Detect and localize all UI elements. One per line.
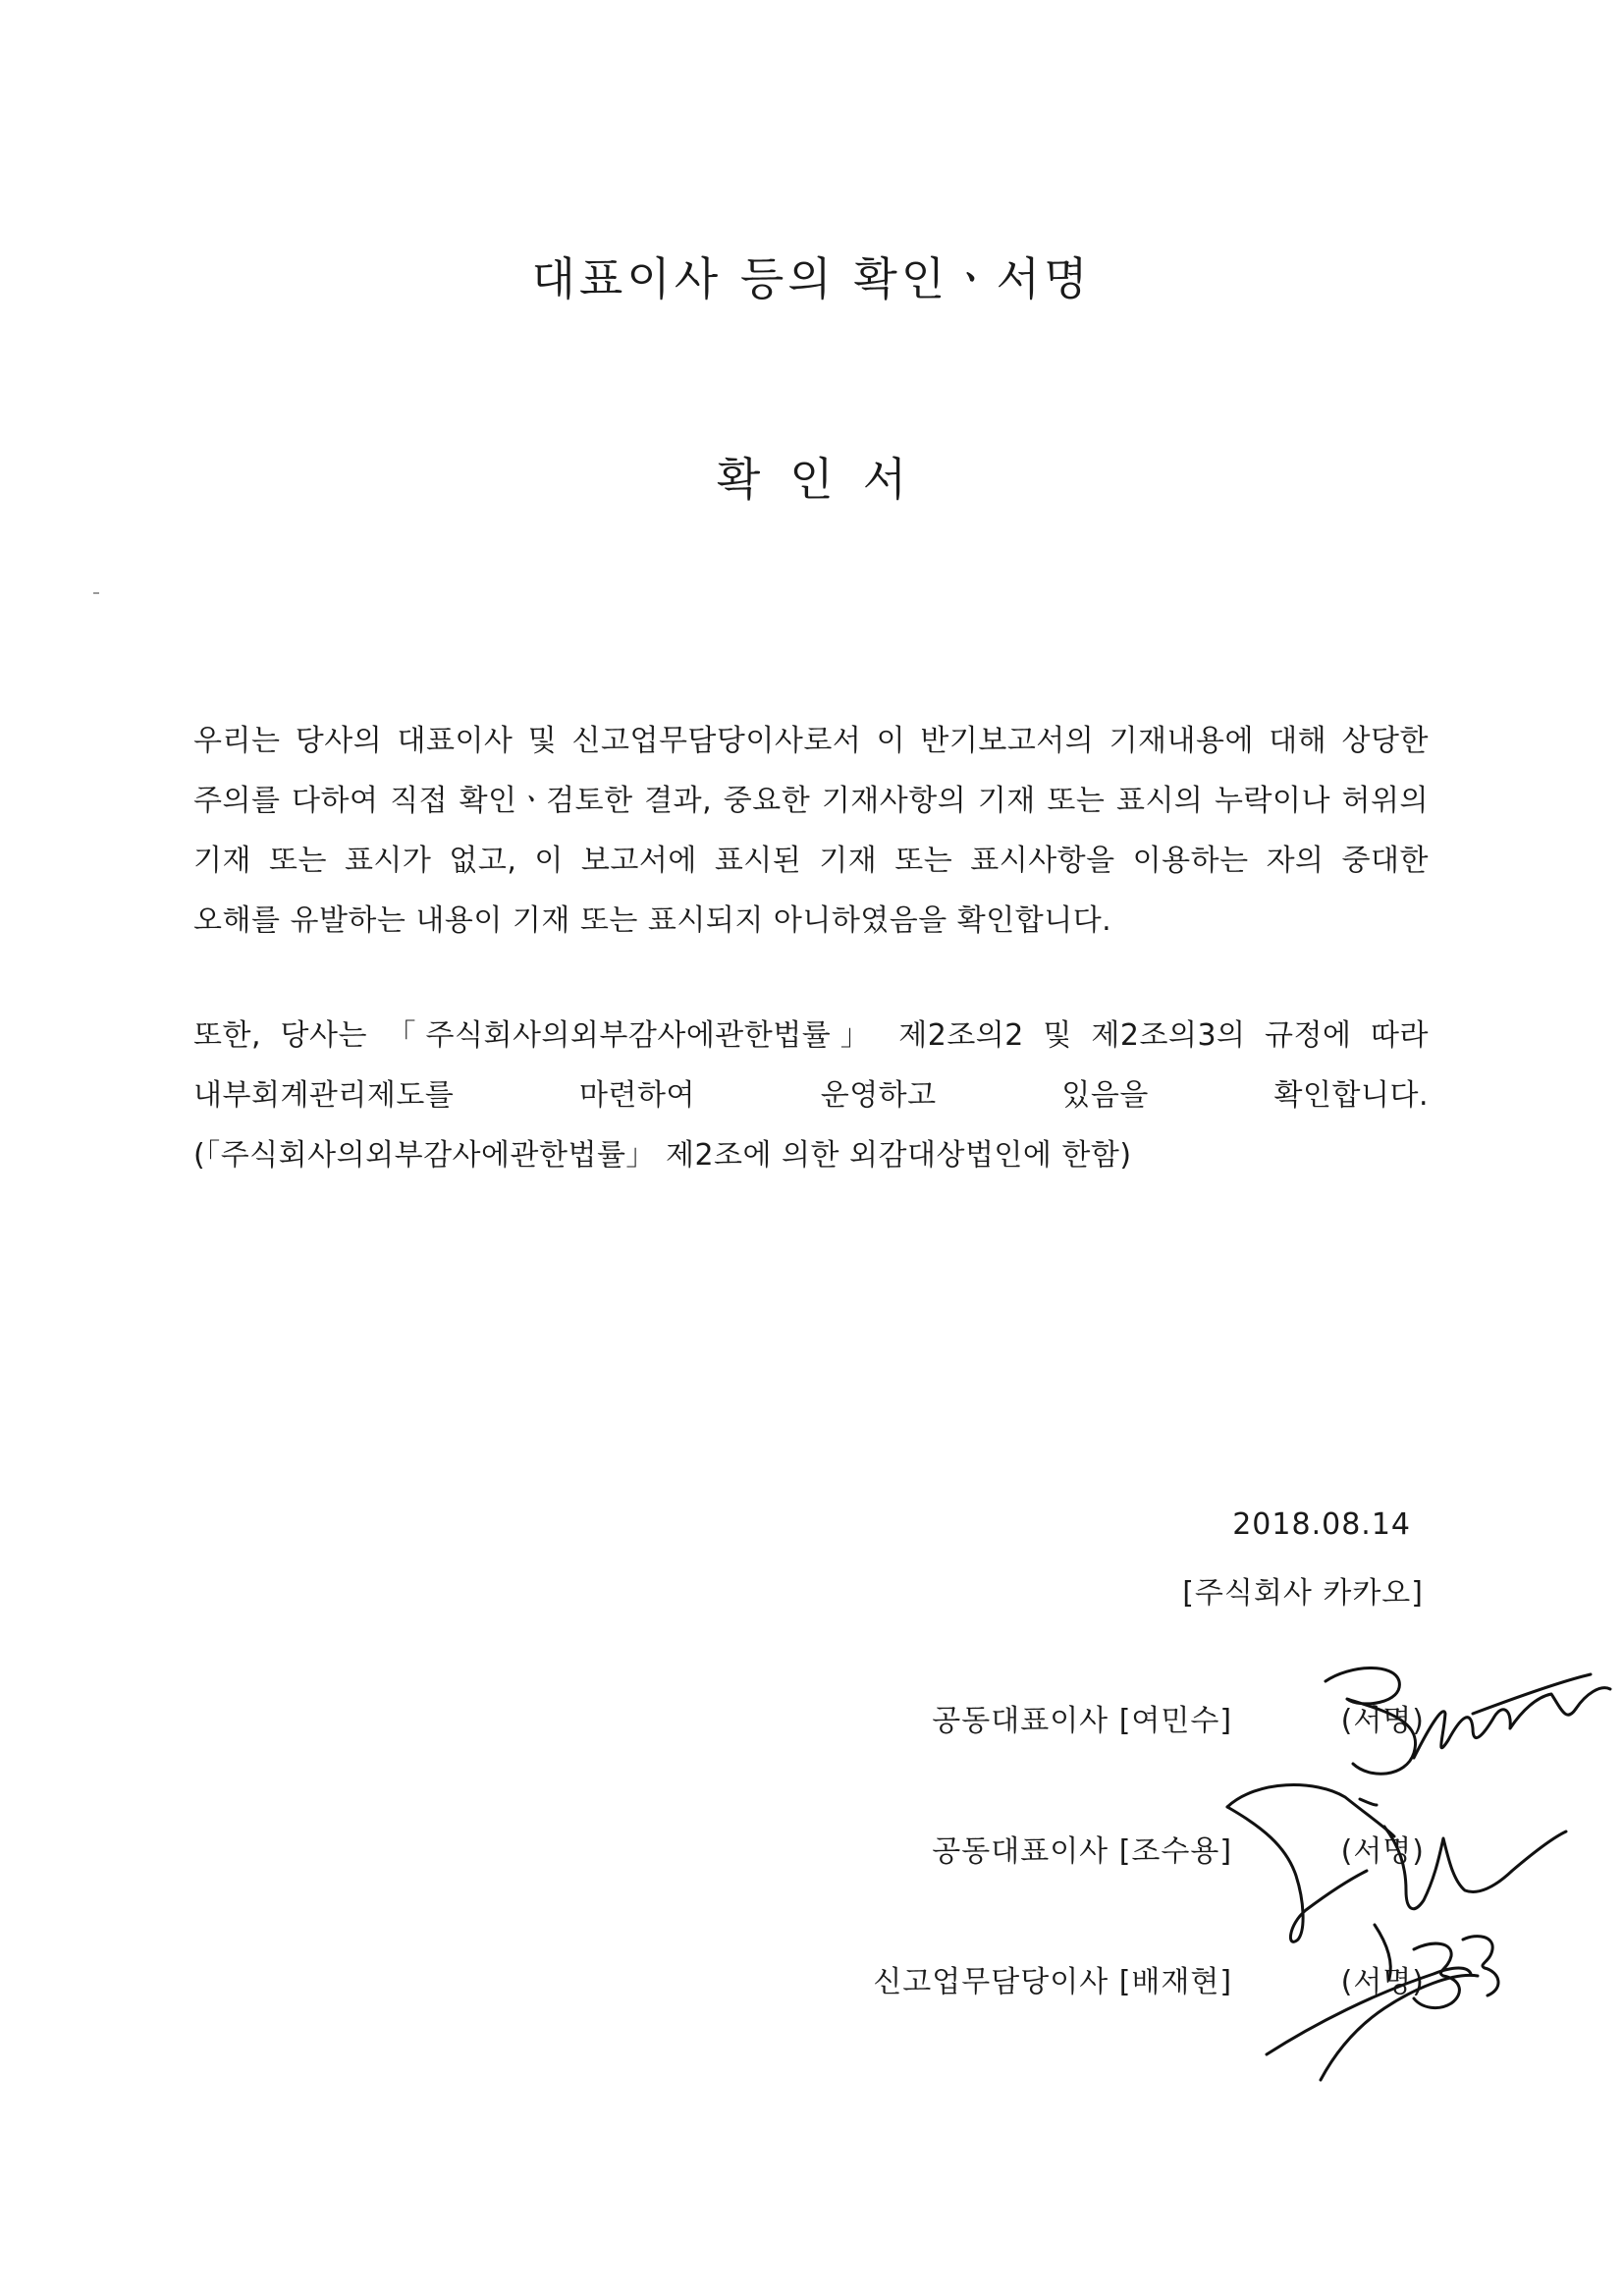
signer-name: [여민수] [1118,1704,1233,1738]
signature-label: (서명) [1340,1834,1425,1869]
signer-role: 공동대표이사 [932,1834,1109,1869]
signer-role: 공동대표이사 [932,1704,1109,1738]
signer-name: [조수용] [1118,1834,1233,1869]
signer-row [932,1827,1425,1870]
signer-row [873,1957,1425,2000]
signature-label: (서명) [1340,1704,1425,1738]
confirmation-paragraph: 우리는 당사의 대표이사 및 신고업무담당이사로서 이 반기보고서의 기재내용에 대해 상당한 주의를 다하여 직접 확인ㆍ검토한 결과, 중요한 기재사항의 기재 또는 표시의 누락이나 허위의 기재 또는 표시가 없고, 이 보고서에 표시된 기재 또는 표시사항을 이용하는 자의 중대한 오해를 유발하는 내용이 기재 또는 표시되지 아니하였음을 확인합니다. [193,724,1429,938]
signature-1-stroke [1473,1674,1591,1714]
page-title: 대표이사 등의 확인ㆍ서명 [531,252,1092,305]
company-name: [주식회사 카카오] [1182,1576,1424,1611]
document-date: 2018.08.14 [1232,1507,1411,1542]
signer-name: [배재현] [1118,1965,1233,1999]
document-subtitle: 확인서 [716,453,937,506]
internal-control-paragraph: 또한, 당사는 「주식회사의외부감사에관한법률」 제2조의2 및 제2조의3의 규정에 따라 내부회계관리제도를 마련하여 운영하고 있음을 확인합니다. (「주식회사의외부감사에관한법률」 제2조에 의한 외감대상법인에 한함) [193,1018,1429,1173]
signature-3-stroke [1463,1937,1498,1995]
signer-row [932,1696,1425,1739]
signature-label: (서명) [1340,1965,1425,1999]
signature-1-stroke [1414,1688,1610,1758]
signer-role: 신고업무담당이사 [873,1965,1109,1999]
scan-artifact [93,592,99,594]
signature-2-stroke [1360,1799,1377,1805]
